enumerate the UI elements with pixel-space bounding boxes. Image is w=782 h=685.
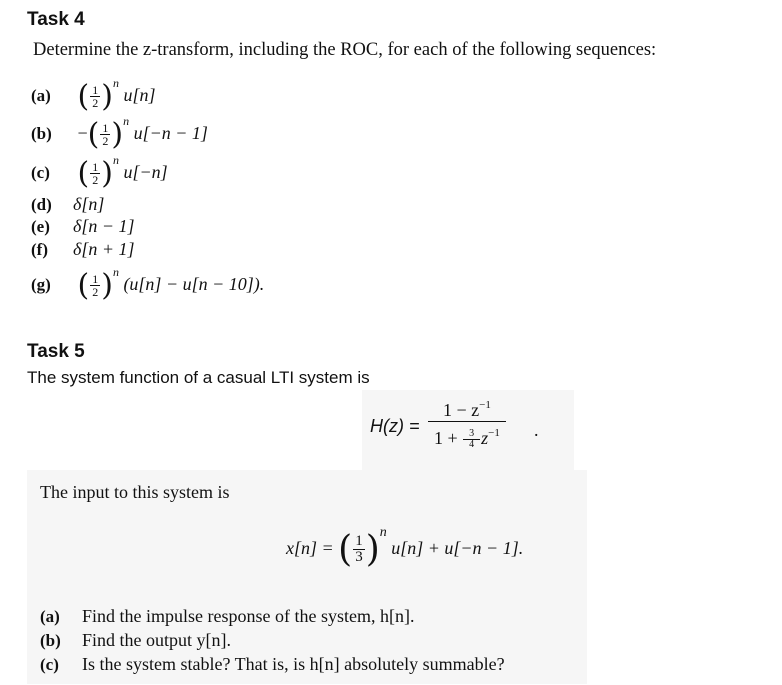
task4-item-b: (b) −( $\frac{1}{2}$ )$^n$ u[−n − 1]: [31, 114, 208, 152]
x-rhs: u[n] + u[−n − 1].: [391, 538, 524, 558]
task4-item-f: [31, 239, 135, 260]
item-expression: δ[n − 1]: [73, 216, 135, 236]
task4-item-g: (g) ( $\frac{1}{2}$ )$^n$ (u[n] − u[n − 10]).: [31, 265, 265, 303]
question-b: (b) Find the output y[n].: [40, 630, 231, 650]
item-label: (f): [31, 240, 48, 259]
item-label: (a): [31, 86, 51, 105]
item-expression: (u[n] − u[n − 10]).: [123, 274, 265, 294]
input-text: The input to this system is: [40, 482, 230, 502]
item-label: (d): [31, 195, 52, 214]
item-label: (g): [31, 275, 51, 294]
task4-item-c: (c) ( $\frac{1}{2}$ )$^n$ u[−n]: [31, 153, 168, 191]
item-label: (b): [31, 124, 52, 143]
task4-item-e: [31, 216, 135, 237]
h-denominator: 1 +: [434, 428, 458, 448]
task4-intro: Determine the z-transform, including the ROC, for each of the following sequences:: [33, 40, 657, 60]
item-expression: u[n]: [123, 85, 156, 105]
task5-heading: Task 5: [27, 341, 85, 362]
h-fraction: $1 - z^{-1}$ 1 + $\frac{3}{4}$ $z^{-1}$: [428, 394, 506, 450]
question-a: (a) Find the impulse response of the system, h[n].: [40, 606, 415, 626]
question-c: (c) Is the system stable? That is, is h[n] absolutely summable?: [40, 654, 505, 674]
item-expression: δ[n]: [73, 194, 105, 214]
item-expression: u[−n]: [123, 162, 168, 182]
task4-item-d: [31, 194, 104, 215]
x-lhs: x[n] =: [286, 538, 334, 558]
item-expression: u[−n − 1]: [133, 123, 208, 143]
question-text: Find the impulse response of the system, h[n].: [82, 606, 415, 626]
question-text: Find the output y[n].: [82, 630, 231, 650]
item-label: (c): [31, 163, 50, 182]
system-function-equation: H(z) = $1 - z^{-1}$ 1 + $\frac{3}{4}$ $z^{-1}$ .: [362, 390, 574, 470]
task4-heading: Task 4: [27, 9, 85, 30]
h-numerator: 1 − z: [443, 400, 480, 420]
item-expression: δ[n + 1]: [73, 239, 135, 259]
h-lhs: H(z) =: [370, 416, 420, 436]
input-equation: x[n] = ( $\frac{1}{3}$ )$^n$ u[n] + u[−n − 1].: [286, 525, 524, 570]
question-text: Is the system stable? That is, is h[n] absolutely summable?: [82, 654, 505, 674]
task5-intro: The system function of a casual LTI system is: [27, 368, 370, 387]
task4-item-a: (a) ( $\frac{1}{2}$ )$^n$ u[n]: [31, 76, 156, 114]
item-label: (e): [31, 217, 50, 236]
